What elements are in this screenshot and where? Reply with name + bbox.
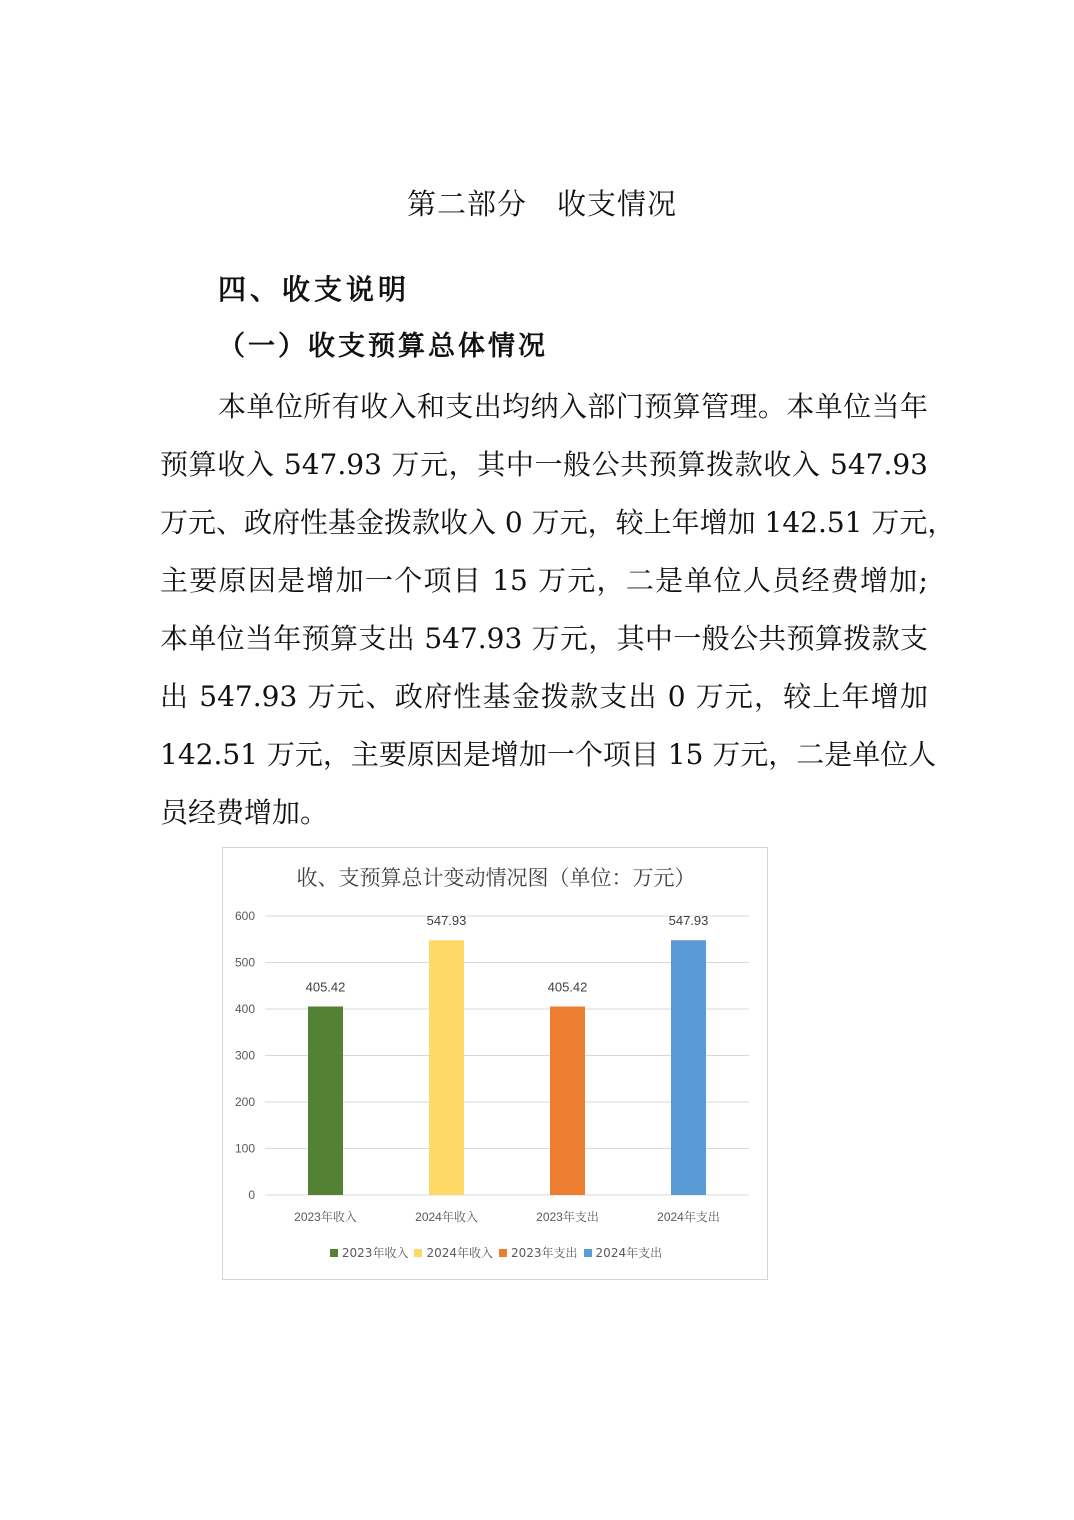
x-tick-label: 2023年收入: [294, 1210, 357, 1224]
y-tick-label: 300: [234, 1048, 255, 1063]
y-tick-label: 400: [234, 1002, 255, 1016]
section-heading: 四、收支说明: [218, 273, 411, 306]
paragraph-line: 员经费增加。: [160, 796, 329, 829]
x-tick-label: 2024年支出: [657, 1210, 720, 1224]
part-title: 第二部分 收支情况: [406, 187, 677, 221]
legend-label: 2023年支出: [511, 1246, 578, 1260]
y-tick-label: 600: [234, 909, 255, 923]
paragraph-line: 预算收入 547.93 万元，其中一般公共预算拨款收入 547.93: [160, 448, 928, 481]
paragraph-line: 主要原因是增加一个项目 15 万元，二是单位人员经费增加;: [160, 564, 928, 597]
legend-swatch: [584, 1249, 592, 1257]
bar: [671, 940, 706, 1195]
paragraph-line: 本单位所有收入和支出均纳入部门预算管理。本单位当年: [218, 390, 928, 423]
x-tick-label: 2023年支出: [536, 1210, 599, 1224]
legend-item: [330, 1244, 409, 1261]
legend-item: [499, 1244, 578, 1261]
legend-label: 2023年收入: [341, 1246, 409, 1260]
y-tick-label: 500: [234, 955, 255, 970]
y-tick-label: 100: [234, 1141, 255, 1156]
chart-title: 收、支预算总计变动情况图（单位：万元）: [296, 866, 696, 890]
data-label: 547.93: [426, 913, 467, 929]
legend-label: 2024年收入: [426, 1246, 493, 1260]
paragraph-line: 万元、政府性基金拨款收入 0 万元，较上年增加 142.51 万元，: [160, 506, 956, 539]
budget-change-chart: [222, 847, 768, 1280]
data-label: 405.42: [547, 979, 588, 995]
data-label: 405.42: [305, 979, 346, 995]
paragraph-line: 出 547.93 万元、政府性基金拨款支出 0 万元，较上年增加: [160, 680, 928, 713]
paragraph-line: 142.51 万元，主要原因是增加一个项目 15 万元，二是单位人: [160, 738, 937, 771]
bar: [308, 1006, 343, 1195]
chart-plot-area: [223, 848, 769, 1281]
subsection-heading: （一）收支预算总体情况: [218, 331, 548, 362]
y-tick-label: 0: [248, 1188, 255, 1202]
paragraph-line: 本单位当年预算支出 547.93 万元，其中一般公共预算拨款支: [160, 622, 928, 655]
legend-item: [584, 1244, 663, 1261]
data-label: 547.93: [668, 913, 709, 929]
x-tick-label: 2024年收入: [415, 1210, 478, 1224]
legend-item: [414, 1244, 493, 1261]
chart-legend: [223, 1244, 769, 1261]
legend-label: 2024年支出: [595, 1246, 663, 1260]
y-tick-label: 200: [234, 1095, 255, 1109]
legend-swatch: [499, 1249, 507, 1257]
bar: [429, 940, 464, 1195]
legend-swatch: [414, 1249, 422, 1257]
bar: [550, 1006, 585, 1195]
legend-swatch: [330, 1249, 338, 1257]
